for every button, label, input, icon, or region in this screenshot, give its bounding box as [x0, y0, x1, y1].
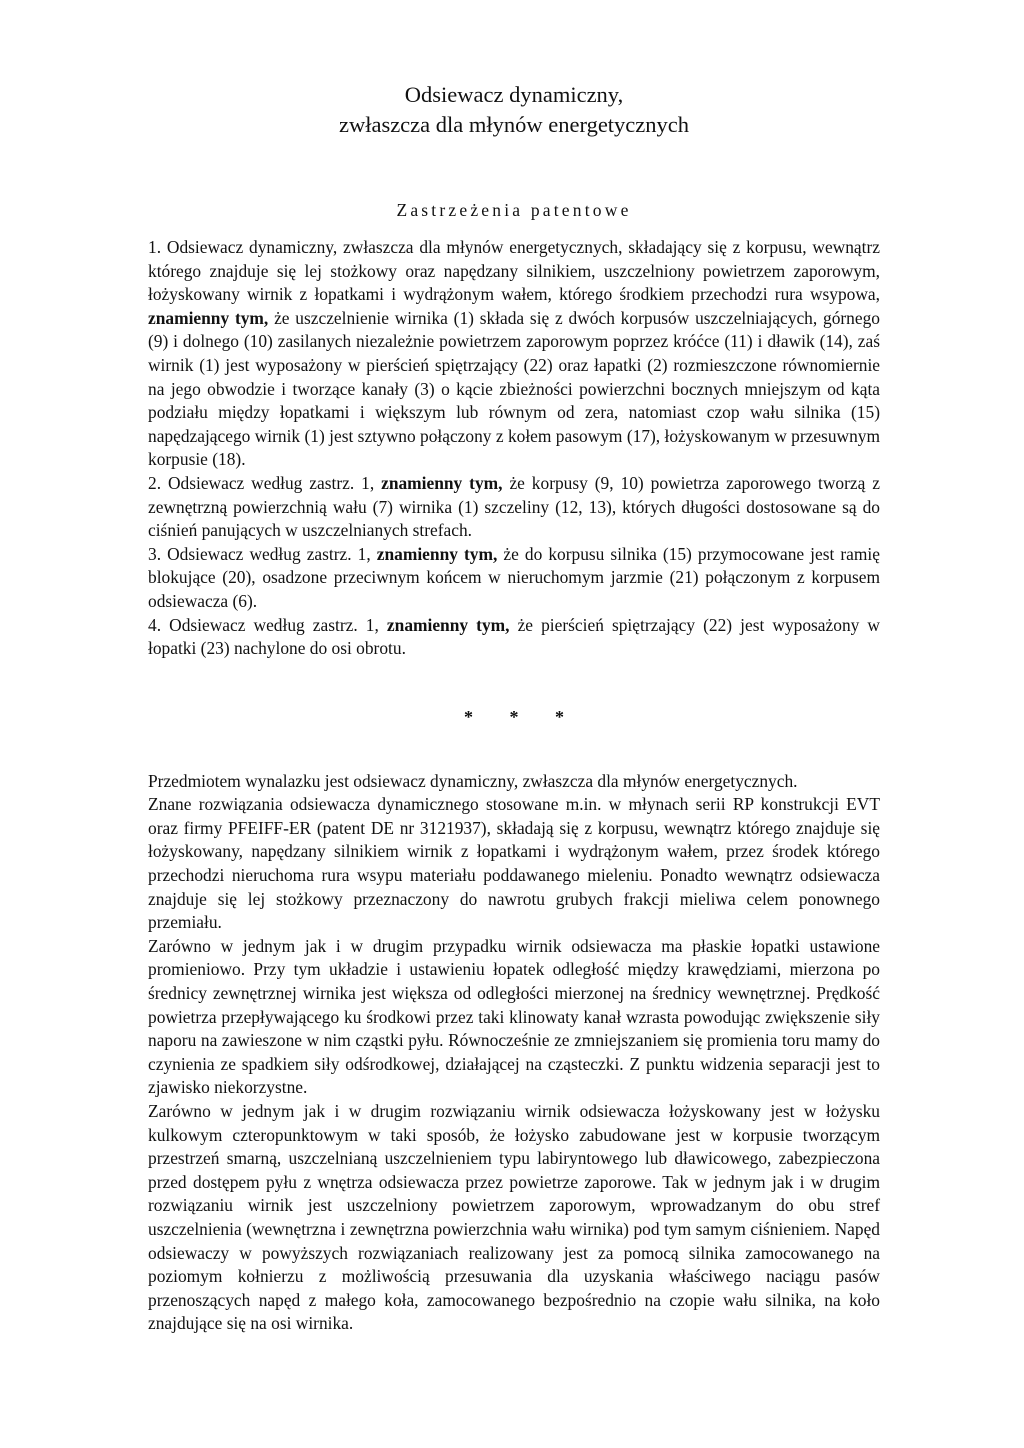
claim-text: że do korpusu silnika (15) przymocowane jest ramię blokujące (20), osadzone przeciwnym końcem w nieruchomym jarzmie (21) połączonym z korpusem odsiewacza (6).	[148, 543, 880, 611]
claim-number: 1.	[148, 237, 162, 257]
claim-text: że korpusy (9, 10) powietrza zaporowego tworzą z zewnętrzną powierzchnią wału (7) wirnika (1) szczeliny (12, 13), których długości dostosowane są do ciśnień panujących w uszczelnianych strefach.	[148, 472, 880, 541]
claim-text: Odsiewacz według zastrz. 1,	[161, 472, 382, 493]
claim-characterizing-phrase: znamienny tym,	[381, 472, 503, 493]
claim-2	[148, 472, 880, 543]
description-paragraph: Zarówno w jednym jak i w drugim przypadku wirnik odsiewacza ma płaskie łopatki ustawione promieniowo. Przy tym układzie i ustawieniu łopatek odległość między krawędziami, mierzona po średnicy zewnętrznej wirnika jest większa od odległości mierzonej na średnicy wewnętrznej. Prędkość powietrza przepływającego ku środkowi przez taki klinowaty kanał wzrasta powodując zwiększenie siły naporu na zawieszone w nim cząstki pyłu. Równocześnie ze zmniejszaniem się promienia toru mamy do czynienia ze spadkiem siły odśrodkowej, działającej na cząsteczki. Z punktu widzenia separacji jest to zjawisko niekorzystne.	[148, 935, 880, 1098]
description-paragraph: Przedmiotem wynalazku jest odsiewacz dynamiczny, zwłaszcza dla młynów energetycznych.	[148, 770, 798, 791]
description-paragraph: Zarówno w jednym jak i w drugim rozwiązaniu wirnik odsiewacza łożyskowany jest w łożysku kulkowym czteropunktowym w taki sposób, że łożysko zabudowane jest w korpusie tworzącym przestrzeń smarną, uszczelnianą uszczelnieniem typu labiryntowego lub dławicowego, zabezpieczona przed dostępem pyłu z wnętrza odsiewacza przez powietrze zaporowe. Tak w jednym jak i w drugim rozwiązaniu wirnik jest uszczelniony powietrzem zaporowym, wprowadzanym do obu stref uszczelnienia (wewnętrzna i zewnętrzna powierzchnia wału wirnika) pod tym samym ciśnieniem. Napęd odsiewaczy w powyższych rozwiązaniach realizowany jest za pomocą silnika zamocowanego na poziomym kołnierzu z możliwością przesuwania dla uzyskania właściwego naciągu pasów przenoszących napęd z małego koła, zamocowanego bezpośrednio na czopie wału silnika, na koło znajdujące się na osi wirnika.	[148, 1101, 880, 1334]
section-separator: * * *	[464, 706, 580, 727]
claim-text: że uszczelnienie wirnika (1) składa się z dwóch korpusów uszczelniających, górnego (9) i dolnego (10) zasilanych niezależnie powietrzem zaporowym poprzez króćce (11) i dławik (14), zaś wirnik (1) jest wyposażony w pierścień spiętrzający (22) oraz łapatki (2) rozmieszczone równomiernie na jego obwodzie i tworzące kanały (3) o kącie zbieżności powierzchni bocznych mniejszym od kąta podziału między łopatkami i większym lub równym od zera, natomiast czop wału silnika (15) napędzającego wirnik (1) jest sztywno połączony z kołem pasowym (17), łożyskowanym w przesuwnym korpusie (18).	[148, 307, 880, 470]
claim-1	[148, 236, 880, 472]
claim-text: Odsiewacz dynamiczny, zwłaszcza dla młynów energetycznych, składający się z korpusu, wewnątrz którego znajduje się lej stożkowy oraz napędzany silnikiem, uszczelniony powietrzem zaporowym, łożyskowany wirnik z łopatkami i wydrążonym wałem, którego środkiem przechodzi rura wsypowa,	[148, 237, 880, 305]
title-line-1: Odsiewacz dynamiczny,	[404, 82, 624, 107]
document-title	[148, 80, 880, 140]
claim-number: 2.	[148, 472, 162, 493]
title-line-2: zwłaszcza dla młynów energetycznych	[338, 112, 690, 137]
claim-3	[148, 543, 880, 614]
claim-4	[148, 614, 880, 661]
description-paragraph: Znane rozwiązania odsiewacza dynamicznego stosowane m.in. w młynach serii RP konstrukcji EVT oraz firmy PFEIFF-ER (patent DE nr 3121937), składają się z korpusu, wewnątrz którego znajduje się łożyskowany, napędzany silnikiem wirnik z łopatkami i wydrążonym wałem, przez środek którego przechodzi nieruchoma rura wsypu materiału poddawanego mieleniu. Ponadto wewnątrz odsiewacza znajduje się lej stożkowy przeznaczony do nawrotu grubych frakcji mieliwa celem ponownego przemiału.	[148, 794, 880, 933]
claims-list	[148, 236, 880, 661]
claim-characterizing-phrase: znamienny tym,	[376, 543, 498, 564]
claim-text: Odsiewacz według zastrz. 1,	[161, 543, 377, 564]
claim-text: że pierścień spiętrzający (22) jest wyposażony w łopatki (23) nachylone do osi obrotu.	[148, 614, 880, 659]
document-page	[148, 80, 880, 1336]
claim-characterizing-phrase: znamienny tym,	[386, 614, 510, 635]
claim-text: Odsiewacz według zastrz. 1,	[161, 614, 387, 635]
section-heading: Zastrzeżenia patentowe	[396, 200, 632, 220]
claim-number: 3.	[148, 543, 162, 564]
description-body	[148, 770, 880, 1336]
claim-characterizing-phrase: znamienny tym,	[148, 307, 269, 328]
claim-number: 4.	[148, 614, 162, 635]
